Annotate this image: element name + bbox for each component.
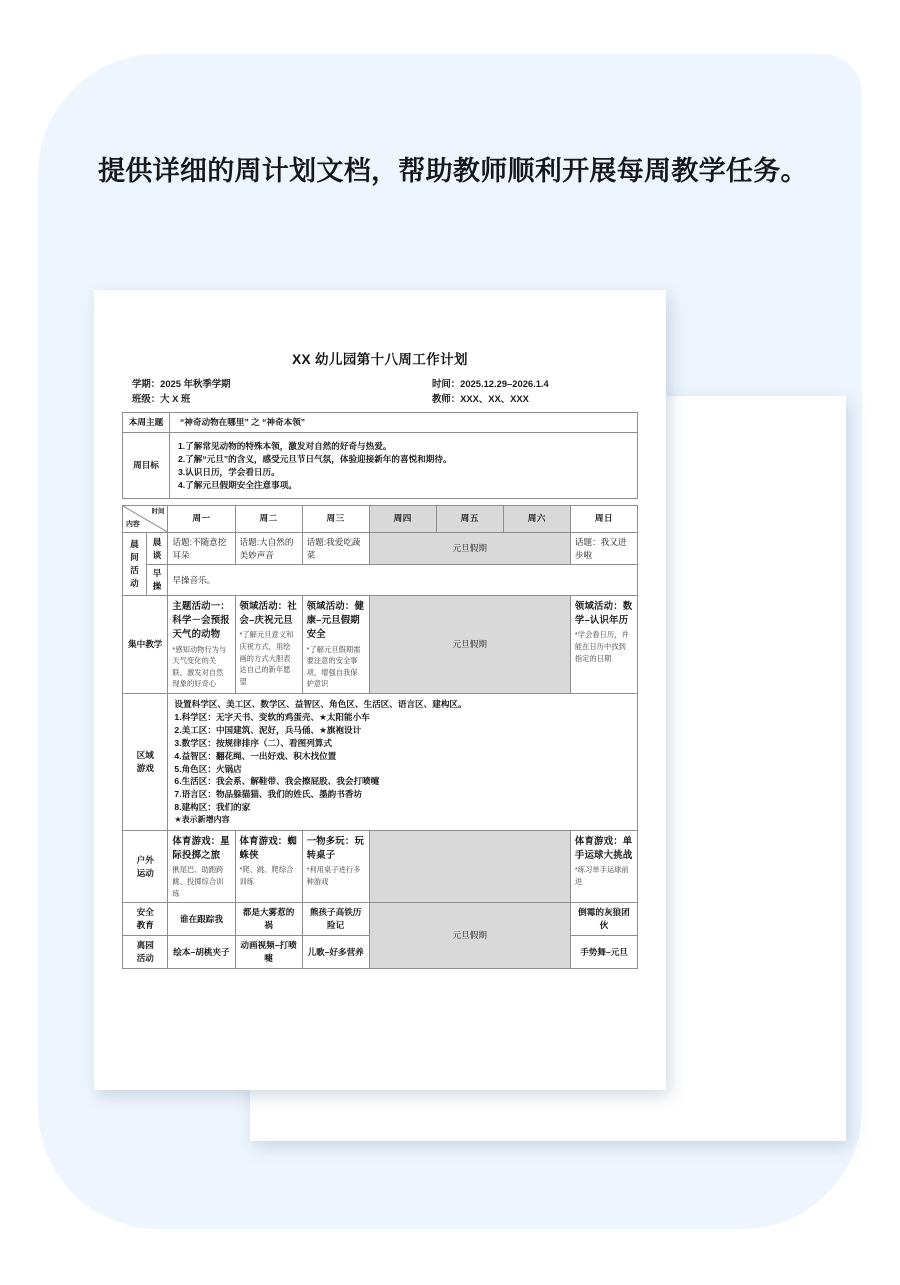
teaching-note: *学会看日历，并能在日历中找到指定的日期 xyxy=(574,630,629,663)
table-row-teaching xyxy=(123,596,638,694)
safety-sunday: 倒霉的灰狼团伙 xyxy=(570,903,637,936)
goals-label-cell: 周目标 xyxy=(123,433,170,499)
area-games-star-note: ★表示新增内容 xyxy=(174,815,230,825)
outdoor-holiday-blank xyxy=(369,831,570,903)
outdoor-title: 体育游戏：星际投掷之旅 xyxy=(172,835,230,861)
teaching-sunday xyxy=(570,596,637,694)
day-header-monday: 周一 xyxy=(168,505,235,532)
outdoor-title: 一物多玩：玩转桌子 xyxy=(306,835,365,861)
corner-header-cell xyxy=(123,505,168,532)
row-label-safety: 安全 教育 xyxy=(123,903,168,936)
teaching-wednesday xyxy=(302,596,369,694)
safety-tuesday: 都是大雾惹的祸 xyxy=(235,903,302,936)
theme-label-cell: 本周主题 xyxy=(123,413,170,433)
teaching-monday xyxy=(168,596,235,694)
outdoor-title: 体育游戏：蜘蛛侠 xyxy=(239,835,297,861)
leaving-monday: 绘本–胡桃夹子 xyxy=(168,936,235,969)
teaching-title: 领域活动：社会–庆祝元旦 xyxy=(239,600,297,626)
table-header-row xyxy=(123,505,638,532)
document-meta-row-2 xyxy=(122,392,638,407)
morning-talk-sunday: 话题：我又进步啦 xyxy=(570,532,637,565)
morning-exercise-value: 早操音乐。 xyxy=(168,565,638,596)
row-label-outdoor: 户外 运动 xyxy=(123,831,168,903)
row-label-morning-activity: 晨 间 活 动 xyxy=(123,532,147,596)
area-item: 4.益智区：翻花绳、一出好戏、积木找位置 xyxy=(174,750,337,761)
teaching-note: *了解元旦假期需要注意的安全事项，增强自我保护意识 xyxy=(306,644,361,689)
area-item: 1.科学区：无字天书、变软的鸡蛋壳、★太阳能小车 xyxy=(174,712,370,723)
area-item: 5.角色区：火锅店 xyxy=(174,763,242,774)
goal-item: 1.了解常见动物的特殊本领，激发对自然的好奇与热爱。 xyxy=(178,441,392,452)
goal-item: 4.了解元旦假期安全注意事项。 xyxy=(178,479,297,490)
table-row-safety xyxy=(123,903,638,936)
headline-label: 提供详细的周计划文档，帮助教师顺利开展每周教学任务。 xyxy=(98,156,808,186)
document-meta-row-1 xyxy=(122,377,638,392)
morning-talk-monday: 话题:不随意挖耳朵 xyxy=(168,532,235,565)
outdoor-wednesday xyxy=(302,831,369,903)
day-header-tuesday: 周二 xyxy=(235,505,302,532)
theme-goals-table xyxy=(122,412,638,498)
table-row-area-games xyxy=(123,694,638,831)
weekly-schedule-table xyxy=(122,505,638,969)
goals-list-cell xyxy=(170,433,638,499)
class-label: 班级：大 X 班 xyxy=(132,392,191,404)
day-header-thursday: 周四 xyxy=(369,505,436,532)
area-item: 8.建构区：我们的家 xyxy=(174,802,251,813)
outdoor-note: *利用桌子进行多种游戏 xyxy=(306,865,361,887)
headline-text xyxy=(84,150,844,194)
row-label-morning-exercise: 早 操 xyxy=(146,565,168,596)
area-item: 6.生活区：我会系、解鞋带、我会擦屁股、我会打喷嚏 xyxy=(174,776,380,787)
outdoor-tuesday xyxy=(235,831,302,903)
teaching-note: *感知动物行为与天气变化的关联，激发对自然现象的好奇心 xyxy=(172,644,227,689)
outdoor-note: 揪尾巴、助跑跨跳、投掷综合训练 xyxy=(172,865,224,898)
row-label-area-games: 区域 游戏 xyxy=(123,694,168,831)
teaching-title: 领域活动：数学–认识年历 xyxy=(574,600,633,626)
teaching-tuesday xyxy=(235,596,302,694)
table-row-theme xyxy=(123,413,638,433)
document-title: XX 幼儿园第十八周工作计划 xyxy=(292,352,468,367)
safety-leaving-holiday: 元旦假期 xyxy=(369,903,570,969)
outdoor-monday xyxy=(168,831,235,903)
day-header-sunday: 周日 xyxy=(570,505,637,532)
teacher-label: 教师：XXX、XX、XXX xyxy=(432,392,529,404)
table-row-outdoor xyxy=(123,831,638,903)
row-label-morning-talk: 晨 谈 xyxy=(146,532,168,565)
morning-talk-holiday: 元旦假期 xyxy=(369,532,570,565)
outdoor-title: 体育游戏：单手运球大挑战 xyxy=(574,835,633,861)
teaching-title: 主题活动一：科学－会预报天气的动物 xyxy=(172,600,230,640)
outdoor-note: *爬、跳、爬综合训练 xyxy=(239,865,294,887)
corner-content-label: 内容 xyxy=(126,521,140,529)
teaching-holiday: 元旦假期 xyxy=(369,596,570,694)
goal-item: 3.认识日历，学会看日历。 xyxy=(178,466,280,477)
leaving-sunday: 手势舞–元旦 xyxy=(570,936,637,969)
area-item: 3.数学区：按规律排序（二）、看图列算式 xyxy=(174,737,332,748)
leaving-tuesday: 动画视频–打喷嚏 xyxy=(235,936,302,969)
date-range-label: 时间：2025.12.29–2026.1.4 xyxy=(432,378,549,389)
outdoor-sunday xyxy=(570,831,637,903)
leaving-wednesday: 儿歌–好多营养 xyxy=(302,936,369,969)
area-games-content xyxy=(168,694,638,831)
outdoor-note: *练习单手运球前进 xyxy=(574,865,629,887)
area-games-intro: 设置科学区、美工区、数学区、益智区、角色区、生活区、语言区、建构区。 xyxy=(174,699,467,710)
theme-value-cell: “神奇动物在哪里” 之 “神奇本领” xyxy=(170,413,638,433)
table-row-goals xyxy=(123,433,638,499)
teaching-title: 领域活动：健康–元旦假期安全 xyxy=(306,600,365,640)
morning-talk-wednesday: 话题:我爱吃蔬菜 xyxy=(302,532,369,565)
area-item: 7.语言区：物品躲猫猫、我们的姓氏、墨韵书香坊 xyxy=(174,789,363,800)
safety-monday: 谁在跟踪我 xyxy=(168,903,235,936)
weekly-plan-document-page[interactable] xyxy=(94,290,666,1090)
row-label-leaving: 离园 活动 xyxy=(123,936,168,969)
document-content xyxy=(122,348,638,969)
day-header-wednesday: 周三 xyxy=(302,505,369,532)
goal-item: 2.了解“元旦”的含义，感受元旦节日气氛，体验迎接新年的喜悦和期待。 xyxy=(178,453,452,464)
day-header-friday: 周五 xyxy=(436,505,503,532)
teaching-note: *了解元旦意义和庆祝方式，用绘画的方式大胆表达自己的新年愿望 xyxy=(239,630,294,687)
morning-talk-tuesday: 话题:大自然的美妙声音 xyxy=(235,532,302,565)
semester-label: 学期：2025 年秋季学期 xyxy=(132,378,231,389)
row-label-teaching: 集中教学 xyxy=(123,596,168,694)
day-header-saturday: 周六 xyxy=(503,505,570,532)
table-row-morning-talk xyxy=(123,532,638,565)
safety-wednesday: 熊孩子高铁历险记 xyxy=(302,903,369,936)
area-item: 2.美工区：中国建筑、泥好，兵马俑、★旗袍设计 xyxy=(174,724,362,735)
table-row-morning-exercise xyxy=(123,565,638,596)
corner-time-label: 时间 xyxy=(151,507,165,515)
